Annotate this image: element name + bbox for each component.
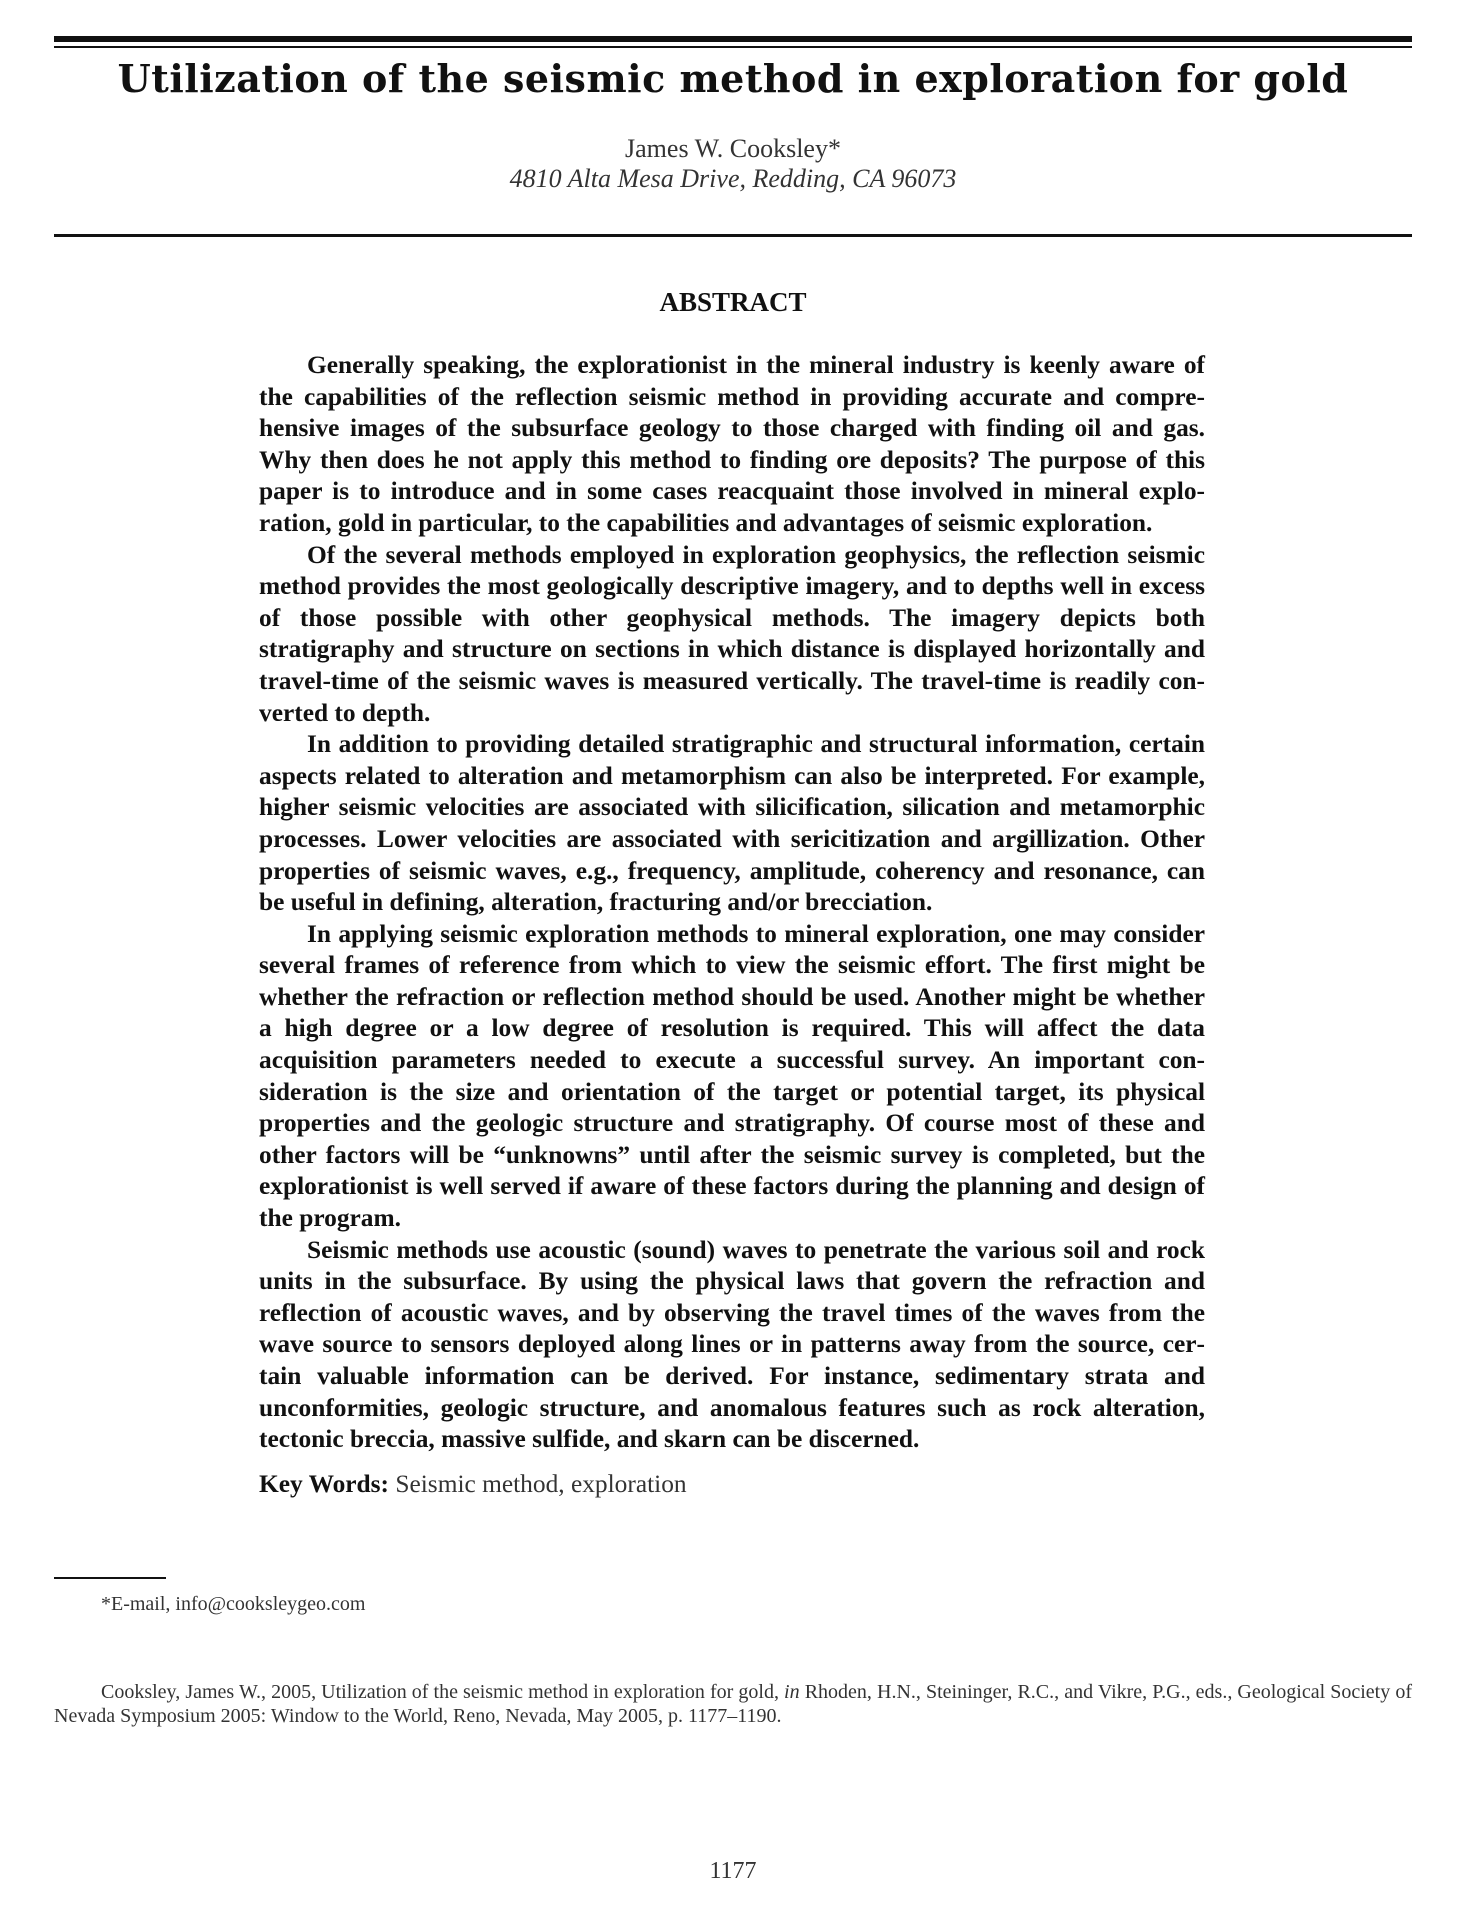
citation (54, 1680, 1412, 1728)
author-affiliation: 4810 Alta Mesa Drive, Redding, CA 96073 (509, 164, 957, 193)
citation-text-end: Rhoden, H.N., Steininger, R.C., and Vikre, P.G., eds., Geological Society of Nevada Symposium 2005: Window to the World, Reno, Nevada, May 2005, p. 1177–1190. (54, 1681, 1412, 1727)
abstract-paragraph: In applying seismic exploration methods to mineral exploration, one may consider several frames of reference from which to view the seismic effort. The first might be whether the refraction or reflection method should be used. Another might be whether a high degree or a low degree of resolution is required. This will affect the data acquisition parameters needed to execute a successful survey. An important consideration is the size and orientation of the target or potential target, its physical properties and the geologic structure and stratigraphy. Of course most of these and other factors will be “unknowns” until after the seismic survey is completed, but the explorationist is well served if aware of these factors during the planning and design of the program. (259, 919, 1205, 1233)
abstract-paragraph: In addition to providing detailed stratigraphic and structural information, certain aspects related to alteration and metamorphism can also be interpreted. For example, higher seismic velocities are associated with silicification, silication and metamorphic processes. Lower velocities are associated with sericitization and argillization. Other properties of seismic waves, e.g., frequency, amplitude, coherency and resonance, can be useful in defining, alteration, fracturing and/or brecciation. (259, 730, 1205, 917)
abstract-heading: ABSTRACT (659, 287, 807, 317)
footnote-divider (54, 1577, 166, 1579)
paper-title: Utilization of the seismic method in exploration for gold (117, 56, 1349, 101)
citation-in: in (784, 1681, 800, 1703)
top-thick-rule (54, 36, 1412, 42)
abstract-paragraph: Of the several methods employed in exploration geophysics, the reflection seismic method provides the most geologically descriptive imagery, and to depths well in excess of those possible with other geophysical methods. The imagery depicts both stratigraphy and structure on sections in which distance is displayed horizontally and travel-time of the seismic waves is measured vertically. The travel-time is readily converted to depth. (259, 540, 1205, 727)
top-thin-rule (54, 46, 1412, 48)
author-name: James W. Cooksley* (625, 134, 841, 163)
footnote-email: *E-mail, info@cooksleygeo.com (101, 1593, 366, 1615)
abstract-body (259, 350, 1205, 1456)
keywords-label: Key Words: (259, 1470, 390, 1498)
keywords-value: Seismic method, exploration (389, 1470, 687, 1498)
abstract-paragraph: Generally speaking, the explorationist in the mineral industry is keenly aware of the capabilities of the reflection seismic method in providing accurate and comprehensive images of the subsurface geology to those charged with finding oil and gas. Why then does he not apply this method to finding ore deposits? The purpose of this paper is to introduce and in some cases reacquaint those involved in mineral exploration, gold in particular, to the capabilities and advantages of seismic exploration. (259, 351, 1205, 537)
abstract-paragraph: Seismic methods use acoustic (sound) waves to penetrate the various soil and rock units in the subsurface. By using the physical laws that govern the refraction and reflection of acoustic waves, and by observing the travel times of the waves from the wave source to sensors deployed along lines or in patterns away from the source, certain valuable information can be derived. For instance, sedimentary strata and unconformities, geologic structure, and anomalous features such as rock alteration, tectonic breccia, massive sulfide, and skarn can be discerned. (259, 1235, 1205, 1454)
header-divider (54, 234, 1412, 237)
keywords-line (259, 1470, 1205, 1499)
page-number: 1177 (709, 1858, 757, 1884)
citation-text-start: Cooksley, James W., 2005, Utilization of the seismic method in exploration for gold, (101, 1681, 785, 1703)
